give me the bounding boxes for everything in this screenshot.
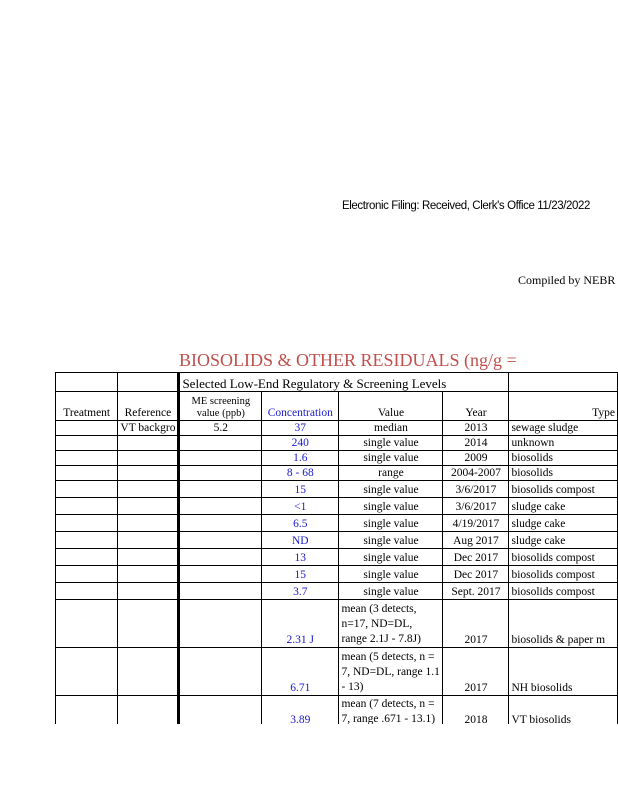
cell-reference	[118, 696, 179, 725]
cell-concentration: 15	[262, 481, 339, 498]
cell-concentration: 6.71	[262, 648, 339, 696]
table-row	[56, 451, 618, 466]
cell-me-screening	[179, 696, 262, 725]
cell-year: 2017	[443, 600, 509, 648]
cell-concentration: 37	[262, 421, 339, 436]
cell-me-screening: 5.2	[179, 421, 262, 436]
cell-concentration: 240	[262, 436, 339, 451]
cell-me-screening	[179, 498, 262, 515]
cell-type: biosolids & paper m	[509, 600, 618, 648]
cell-type: biosolids compost	[509, 549, 618, 566]
cell-me-screening	[179, 549, 262, 566]
cell-type: sludge cake	[509, 498, 618, 515]
cell-type: biosolids compost	[509, 481, 618, 498]
cell-treatment	[56, 600, 118, 648]
cell-concentration: 1.6	[262, 451, 339, 466]
cell-year: 2018	[443, 696, 509, 725]
cell-value: mean (3 detects, n=17, ND=DL, range 2.1J - 7.8J)	[339, 600, 443, 648]
cell-me-screening	[179, 600, 262, 648]
table-row	[56, 466, 618, 481]
table-title: BIOSOLIDS & OTHER RESIDUALS (ng/g =	[179, 350, 517, 370]
cell-me-screening	[179, 466, 262, 481]
biosolids-table-container	[55, 372, 618, 724]
cell-treatment	[56, 466, 118, 481]
cell-me-screening	[179, 481, 262, 498]
header-me-screening: ME screening value (ppb)	[179, 392, 262, 421]
cell-value: single value	[339, 583, 443, 600]
cell-year: 2017	[443, 648, 509, 696]
cell-me-screening	[179, 583, 262, 600]
cell-type: unknown	[509, 436, 618, 451]
table-row	[56, 421, 618, 436]
cell-value: range	[339, 466, 443, 481]
cell-treatment	[56, 566, 118, 583]
cell-treatment	[56, 532, 118, 549]
cell-concentration: 2.31 J	[262, 600, 339, 648]
cell-type: NH biosolids	[509, 648, 618, 696]
cell-year: 2014	[443, 436, 509, 451]
cell-treatment	[56, 436, 118, 451]
cell-type: biosolids	[509, 451, 618, 466]
table-row	[56, 696, 618, 725]
header-treatment: Treatment	[56, 392, 118, 421]
cell-concentration: 3.89	[262, 696, 339, 725]
cell-value: mean (7 detects, n = 7, range .671 - 13.1)	[339, 696, 443, 725]
cell-value: single value	[339, 498, 443, 515]
cell-reference	[118, 451, 179, 466]
cell-reference	[118, 436, 179, 451]
cell-reference	[118, 466, 179, 481]
cell-treatment	[56, 696, 118, 725]
table-row	[56, 566, 618, 583]
cell-concentration: 3.7	[262, 583, 339, 600]
cell-value: single value	[339, 481, 443, 498]
cell-type: biosolids	[509, 466, 618, 481]
cell-type: VT biosolids	[509, 696, 618, 725]
table-row	[56, 515, 618, 532]
cell-reference	[118, 532, 179, 549]
cell-treatment	[56, 451, 118, 466]
cell-reference	[118, 583, 179, 600]
header-value: Value	[339, 392, 443, 421]
cell-value: single value	[339, 515, 443, 532]
cell-me-screening	[179, 648, 262, 696]
table-row	[56, 648, 618, 696]
cell-reference	[118, 600, 179, 648]
header-type: Type	[509, 392, 618, 421]
cell-concentration: <1	[262, 498, 339, 515]
cell-concentration: 13	[262, 549, 339, 566]
cell-concentration: ND	[262, 532, 339, 549]
cell-type: sewage sludge	[509, 421, 618, 436]
empty-cell	[118, 373, 179, 392]
table-row	[56, 532, 618, 549]
cell-treatment	[56, 648, 118, 696]
table-body	[56, 421, 618, 725]
cell-year: 2004-2007	[443, 466, 509, 481]
cell-type: sludge cake	[509, 532, 618, 549]
cell-treatment	[56, 421, 118, 436]
cell-value: single value	[339, 451, 443, 466]
header-concentration: Concentration	[262, 392, 339, 421]
cell-reference: VT backgro	[118, 421, 179, 436]
cell-me-screening	[179, 515, 262, 532]
table-row	[56, 600, 618, 648]
empty-cell	[56, 373, 118, 392]
compiled-by-note: Compiled by NEBR	[518, 273, 616, 287]
cell-year: 4/19/2017	[443, 515, 509, 532]
header-reference: Reference	[118, 392, 179, 421]
cell-year: Dec 2017	[443, 549, 509, 566]
cell-treatment	[56, 481, 118, 498]
cell-value: median	[339, 421, 443, 436]
cell-reference	[118, 515, 179, 532]
cell-year: 3/6/2017	[443, 481, 509, 498]
cell-concentration: 8 - 68	[262, 466, 339, 481]
cell-type: biosolids compost	[509, 566, 618, 583]
electronic-filing-stamp: Electronic Filing: Received, Clerk's Office 11/23/2022	[342, 200, 590, 212]
cell-reference	[118, 566, 179, 583]
cell-treatment	[56, 583, 118, 600]
cell-value: single value	[339, 549, 443, 566]
table-row	[56, 436, 618, 451]
cell-reference	[118, 648, 179, 696]
table-row	[56, 498, 618, 515]
cell-value: single value	[339, 566, 443, 583]
cell-year: Sept. 2017	[443, 583, 509, 600]
table-row	[56, 481, 618, 498]
cell-value: single value	[339, 436, 443, 451]
cell-value: mean (5 detects, n = 7, ND=DL, range 1.1 - 13)	[339, 648, 443, 696]
table-subtitle: Selected Low-End Regulatory & Screening Levels	[179, 373, 509, 392]
cell-year: 2013	[443, 421, 509, 436]
cell-reference	[118, 498, 179, 515]
cell-year: Dec 2017	[443, 566, 509, 583]
empty-cell	[509, 373, 618, 392]
cell-me-screening	[179, 436, 262, 451]
cell-year: 3/6/2017	[443, 498, 509, 515]
header-row	[56, 392, 618, 421]
cell-me-screening	[179, 532, 262, 549]
cell-concentration: 6.5	[262, 515, 339, 532]
cell-me-screening	[179, 566, 262, 583]
cell-concentration: 15	[262, 566, 339, 583]
table-row	[56, 549, 618, 566]
cell-value: single value	[339, 532, 443, 549]
cell-year: Aug 2017	[443, 532, 509, 549]
cell-treatment	[56, 515, 118, 532]
cell-year: 2009	[443, 451, 509, 466]
cell-treatment	[56, 549, 118, 566]
cell-type: biosolids compost	[509, 583, 618, 600]
cell-type: sludge cake	[509, 515, 618, 532]
cell-me-screening	[179, 451, 262, 466]
cell-reference	[118, 549, 179, 566]
header-year: Year	[443, 392, 509, 421]
table-row	[56, 583, 618, 600]
subtitle-row	[56, 373, 618, 392]
cell-treatment	[56, 498, 118, 515]
biosolids-table	[55, 372, 618, 724]
cell-reference	[118, 481, 179, 498]
